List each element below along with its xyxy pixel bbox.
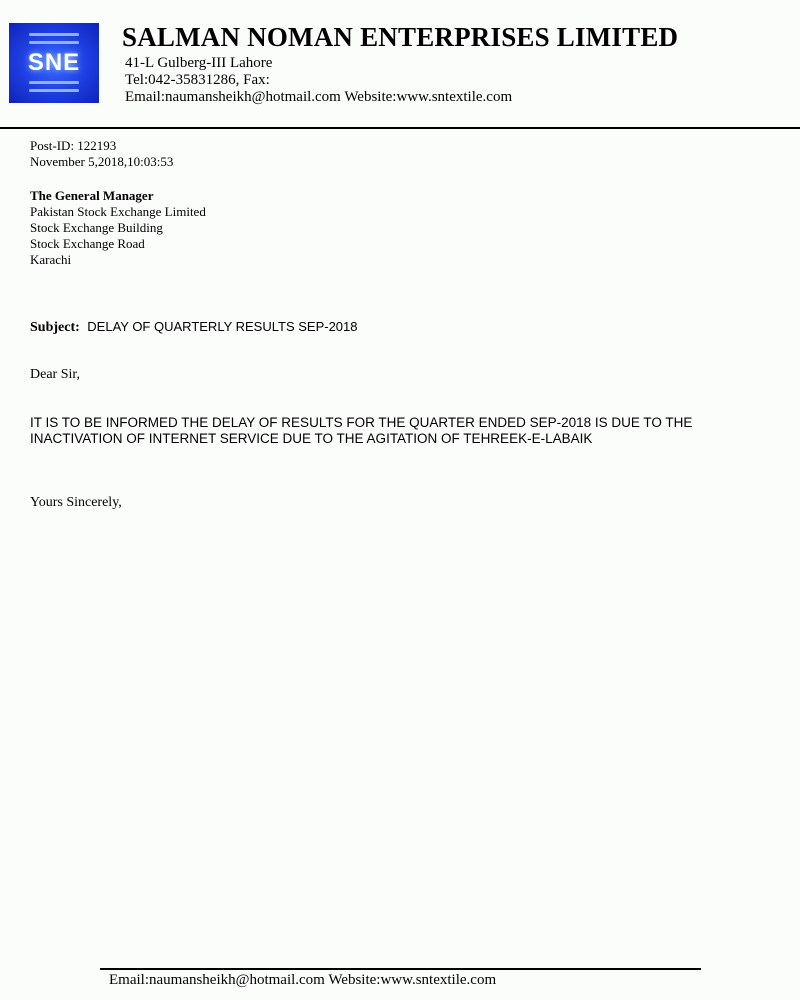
recipient-title: The General Manager <box>30 188 154 203</box>
recipient-line: Karachi <box>30 252 72 267</box>
company-logo <box>9 23 99 103</box>
company-name: SALMAN NOMAN ENTERPRISES LIMITED <box>122 22 679 52</box>
footer-email-website: Email:naumansheikh@hotmail.com Website:www.sntextile.com <box>109 972 497 988</box>
recipient-line: Pakistan Stock Exchange Limited <box>30 204 206 219</box>
footer-divider <box>100 968 701 970</box>
recipient-line: Stock Exchange Road <box>30 236 145 251</box>
recipient-line: Stock Exchange Building <box>30 220 163 235</box>
header-divider <box>0 127 800 129</box>
letter-body: IT IS TO BE INFORMED THE DELAY OF RESULTS FOR THE QUARTER ENDED SEP-2018 IS DUE TO THE INACTIVATION OF INTERNET SERVICE DUE TO THE AGITATION OF TEHREEK-E-LABAIK <box>30 415 693 446</box>
logo-text: SNE <box>27 49 81 76</box>
closing: Yours Sincerely, <box>30 495 122 510</box>
company-address: 41-L Gulberg-III Lahore <box>125 55 273 71</box>
company-email-website: Email:naumansheikh@hotmail.com Website:www.sntextile.com <box>125 89 513 105</box>
subject-label: Subject: <box>30 320 80 335</box>
subject-text: DELAY OF QUARTERLY RESULTS SEP-2018 <box>87 319 358 334</box>
post-datetime: November 5,2018,10:03:53 <box>30 154 174 169</box>
post-id: Post-ID: 122193 <box>30 138 117 153</box>
company-tel-fax: Tel:042-35831286, Fax: <box>125 72 270 88</box>
salutation: Dear Sir, <box>30 367 80 382</box>
subject-line <box>30 319 358 336</box>
